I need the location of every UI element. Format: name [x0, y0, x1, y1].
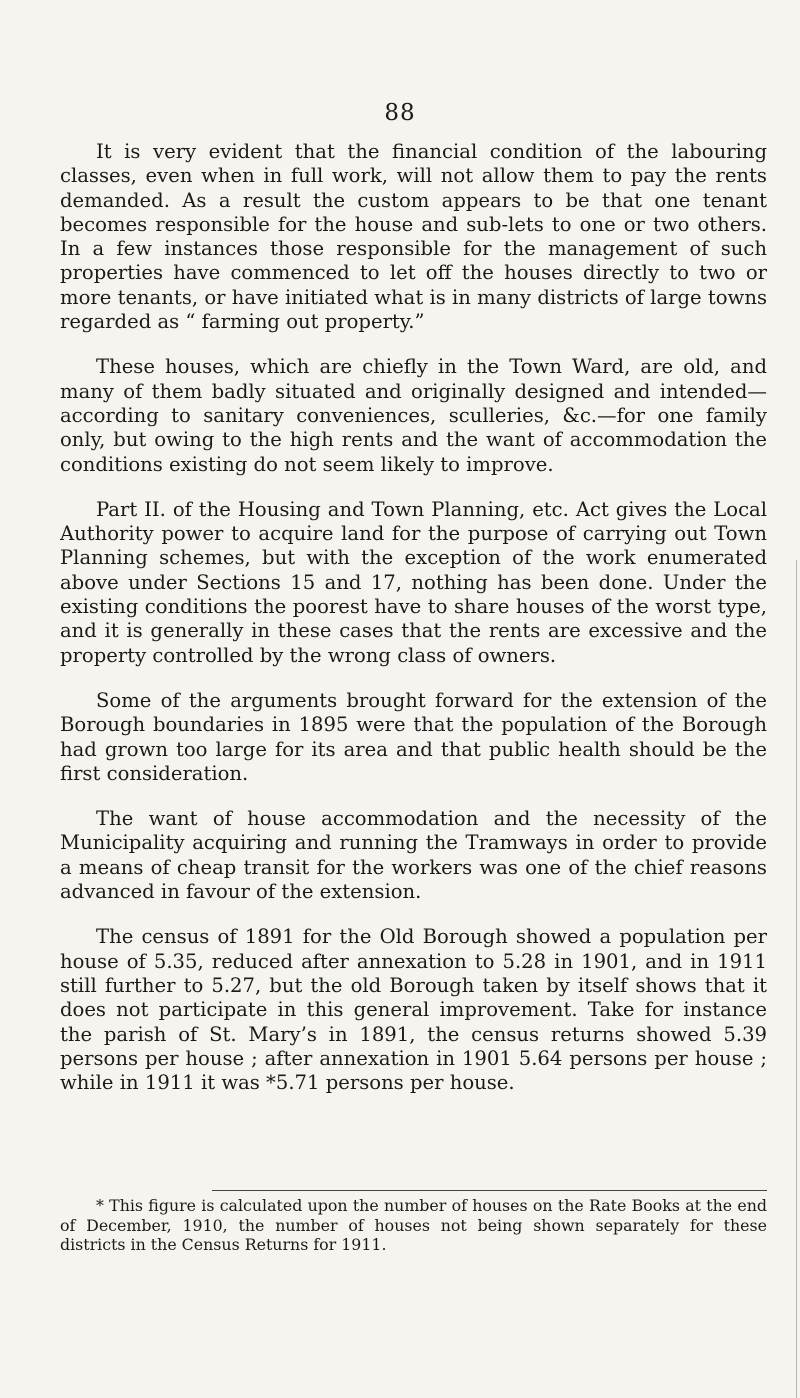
page-number: 88	[384, 100, 416, 126]
footnote-divider	[212, 1190, 767, 1191]
footnote: * This figure is calculated upon the number of houses on the Rate Books at the end of December, 1910, the number of houses not being shown separately for these districts in the Census Returns for 1911.	[60, 1196, 767, 1254]
paragraph-borough-extension: Some of the arguments brought forward for the extension of the Borough boundaries in 1895 were that the population of the Borough had grown too large for its area and that public health should be the first consideration.	[60, 688, 767, 785]
paragraph-labouring-classes: It is very evident that the financial condition of the labouring classes, even when in full work, will not allow them to pay the rents demanded. As a result the custom appears to be that one tenant becomes responsible for the house and sub-lets to one or two others. In a few instances those responsible for the management of such properties have commenced to let off the houses directly to two or more tenants, or have initiated what is in many districts of large towns regarded as “ farming out property.”	[60, 140, 767, 334]
paragraph-tramways: The want of house accommodation and the necessity of the Municipality acquiring and running the Tramways in order to provide a means of cheap transit for the workers was one of the chief reasons advanced in favour of the extension.	[60, 807, 767, 904]
paragraph-housing-act: Part II. of the Housing and Town Planning, etc. Act gives the Local Authority power to acquire land for the purpose of carrying out Town Planning schemes, but with the exception of the work enumerated above under Sections 15 and 17, nothing has been done. Under the existing conditions the poorest have to share houses of the worst type, and it is generally in these cases that the rents are excessive and the property controlled by the wrong class of owners.	[60, 497, 767, 667]
body-text	[60, 140, 767, 1116]
page-edge-line	[796, 560, 797, 1398]
paragraph-town-ward-houses: These houses, which are chiefly in the Town Ward, are old, and many of them badly situated and originally designed and intended—according to sanitary conveniences, sculleries, &c.—for one family only, but owing to the high rents and the want of accommodation the conditions existing do not seem likely to improve.	[60, 355, 767, 476]
paragraph-census: The census of 1891 for the Old Borough showed a population per house of 5.35, reduced after annexation to 5.28 in 1901, and in 1911 still further to 5.27, but the old Borough taken by itself shows that it does not participate in this general improvement. Take for instance the parish of St. Mary’s in 1891, the census returns showed 5.39 persons per house ; after annexation in 1901 5.64 persons per house ; while in 1911 it was *5.71 persons per house.	[60, 925, 767, 1095]
